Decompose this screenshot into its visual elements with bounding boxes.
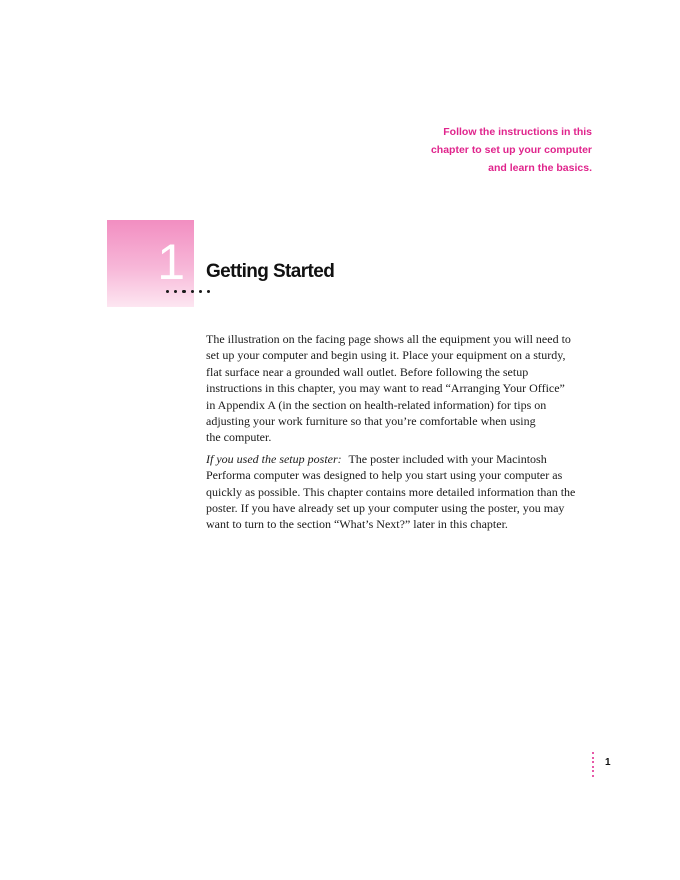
- text-line: set up your computer and begin using it. Place your equipment on a sturdy,: [206, 348, 566, 363]
- dot-icon: [174, 290, 177, 293]
- chapter-body: [206, 331, 596, 538]
- chapter-title: Getting Started: [206, 261, 335, 282]
- page-number-dotted-rule: [592, 752, 594, 777]
- dot-icon: [166, 290, 169, 293]
- text-line: adjusting your work furniture so that you’re comfortable when using: [206, 414, 536, 429]
- text-line: the computer.: [206, 430, 272, 445]
- text-line: Performa computer was designed to help you start using your computer as: [206, 468, 563, 483]
- intro-line: Follow the instructions in this: [443, 126, 592, 138]
- chapter-number-block: [107, 220, 194, 307]
- run-in-heading: If you used the setup poster:: [206, 451, 342, 466]
- text-line: in Appendix A (in the section on health-related information) for tips on: [206, 397, 547, 412]
- text-line: flat surface near a grounded wall outlet. Before following the setup: [206, 364, 529, 379]
- dot-icon: [191, 290, 194, 293]
- page-number: 1: [605, 757, 611, 768]
- body-paragraph: [206, 451, 596, 533]
- dot-icon: [592, 775, 594, 777]
- intro-line: and learn the basics.: [488, 162, 592, 174]
- text-fragment: The poster included with your Macintosh: [348, 451, 547, 466]
- text-line: quickly as possible. This chapter contains more detailed information than the: [206, 484, 576, 499]
- dot-icon: [592, 766, 594, 768]
- body-paragraph: [206, 331, 596, 446]
- text-line: [206, 451, 596, 467]
- dot-icon: [207, 290, 210, 293]
- text-line: The illustration on the facing page shows all the equipment you will need to: [206, 332, 571, 346]
- chapter-intro-note: [332, 123, 592, 177]
- text-line: poster. If you have already set up your computer using the poster, you may: [206, 501, 565, 516]
- dot-icon: [182, 290, 185, 293]
- dot-icon: [592, 757, 594, 759]
- title-dotted-rule: [166, 290, 210, 293]
- dot-icon: [592, 752, 594, 754]
- text-line: instructions in this chapter, you may want to read “Arranging Your Office”: [206, 381, 565, 396]
- dot-icon: [592, 761, 594, 763]
- chapter-number: 1: [157, 234, 184, 290]
- text-line: want to turn to the section “What’s Next?” later in this chapter.: [206, 517, 508, 532]
- dot-icon: [199, 290, 202, 293]
- dot-icon: [592, 770, 594, 772]
- intro-line: chapter to set up your computer: [430, 144, 592, 156]
